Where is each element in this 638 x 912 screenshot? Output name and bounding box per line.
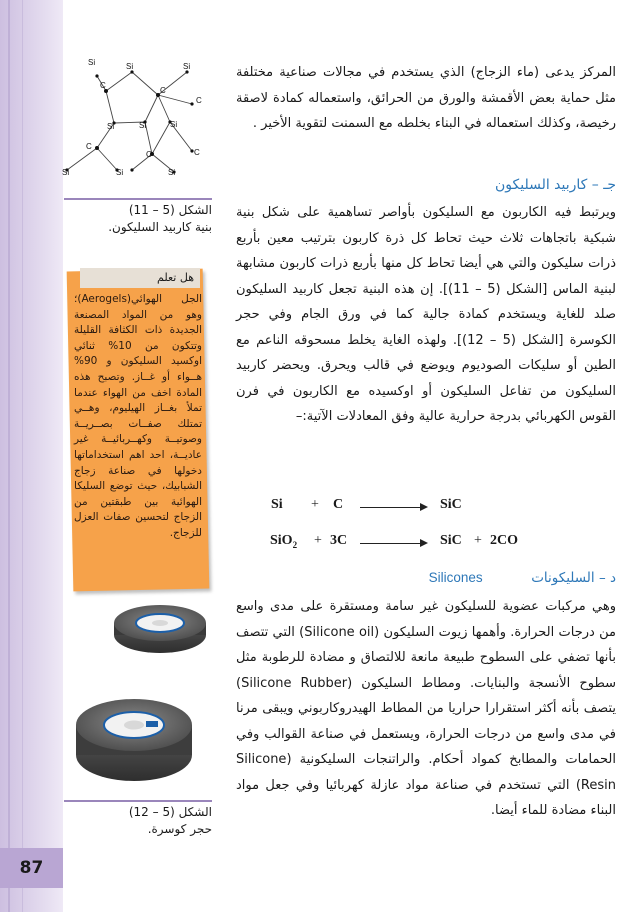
section-heading-silicon-carbide: جـ – كاربيد السليكون xyxy=(494,177,616,193)
figure-caption-label: الشكل (5 – 12) xyxy=(128,805,212,819)
eq2-arrow xyxy=(360,543,422,544)
eq2-product-1: SiC xyxy=(440,533,462,548)
eq2-reactant-1 xyxy=(270,533,297,550)
eq1-reactant-1: Si xyxy=(271,497,283,512)
eq1-arrow xyxy=(360,507,422,508)
figure-caption-text: بنية كاربيد السليكون. xyxy=(108,220,212,234)
sidebar-rule xyxy=(8,0,10,912)
eq1-arrow-head xyxy=(420,503,428,511)
c-atom-label: C xyxy=(194,148,200,157)
eq2-sio: SiO xyxy=(270,533,293,548)
sic-structure-figure xyxy=(62,58,210,178)
eq1-plus: + xyxy=(311,497,319,512)
sidebar-rule xyxy=(22,0,23,912)
page-number: 87 xyxy=(19,858,44,878)
section-heading-silicones xyxy=(429,570,616,586)
si-atom-label: Si xyxy=(88,58,96,67)
eq2-plus: + xyxy=(314,533,322,548)
note-body: الجل الهوائي(Aerogels)؛ وهو من المواد المصنعة الجديدة ذات الكثافة القليلة وتتكون من 10% ثنائي اوكسيد السليكون و 90% هــواء أو غــاز. وتصبح هذه المادة اخف من الهواء عندما تملأ بغــاز الهيليوم، وهــي تمتلك صفــات بصــريــة وصوتيــة وكهــربائيــة غير عاديــة، احد اهم استخداماتها دخولها في صناعة زجاج الشبابيك، حيث توضع السليكا الهوائية بين طبقتين من الزجاج لتحسين صفات العزل للزجاج. xyxy=(74,293,202,539)
silicones-paragraph: وهي مركبات عضوية للسليكون غير سامة ومستقرة على مدى واسع من درجات الحرارة. وأهمها زيوت السليكون (Silicone oil) التي تتصف بأنها تضفي على السطوح طبيعة مانعة للالتصاق و مضادة للرطوبة مثل سطوح الأنسجة والبنايات. ومطاط السليكون (Silicone Rubber) يتصف بأنه أكثر استقرارا حراريا من المطاط الهيدروكاربوني ويبقى مرنا في مدى واسع من درجات الحرارة، ويستعمل في صناعة القوالب وفي الحمامات والمطابخ كمواد أحكام. والراتنجات السليكونية (Silicone Resin) التي تستخدم في صناعة مواد عازلة كهربائيا وفي جعل مواد البناء مضادة للماء أيضا. xyxy=(236,599,616,818)
si-atom-label: Si xyxy=(126,62,134,71)
si-atom-label: Si xyxy=(139,121,147,130)
si-atom-label: Si xyxy=(183,62,191,71)
intro-paragraph: المركز يدعى (ماء الزجاج) الذي يستخدم في مجالات صناعية مختلفة مثل حماية بعض الأقمشة والورق من الحرائق، واستعماله كمادة لاصقة رخيصة، وكذلك استعماله في البناء بخلطه مع السمنت لتقوية الأخير . xyxy=(236,65,616,131)
c-atom-label: C xyxy=(160,86,166,95)
c-atom-label: C xyxy=(100,81,106,90)
eq1-reactant-2: C xyxy=(333,497,344,512)
page-sidebar xyxy=(0,0,63,912)
figure-caption-1 xyxy=(64,198,212,236)
silicon-carbide-paragraph: ويرتبط فيه الكاربون مع السليكون بأواصر تساهمية على شكل بنية شبكية باتجاهات ثلاث حيث تحاط كل ذرة كاربون بترتيب معين بأربع ذرات سليكون والتي هي أيضا تحاط كل منها بأربع ذرات كاربون مشابهة لبنية الماس [الشكل (5 – 11)]. إن هذه البنية تجعل كاربيد السليكون صلد للغاية ويستخدم كمادة جالية كما في ورق الجام وفي حجر الكوسرة [الشكل (5 – 12)]. ولهذه الغاية يخلط مسحوقه الناعم مع الطين أو سليكات الصوديوم ويوضع في قالب ويحرق. ويحضر كاربيد السليكون من تفاعل السليكون أو اوكسيده مع الكاربون في فرن القوس الكهربائي بدرجة حرارية عالية وفق المعادلات الآتية:– xyxy=(236,205,616,424)
eq1-product: SiC xyxy=(440,497,462,512)
si-atom-label: Si xyxy=(107,122,115,131)
si-atom-label: Si xyxy=(168,168,176,177)
si-atom-label: Si xyxy=(116,168,124,177)
figure-caption-label: الشكل (5 – 11) xyxy=(128,203,212,217)
figure-caption-text: حجر كوسرة. xyxy=(147,822,212,836)
grinding-wheels-image xyxy=(72,605,212,785)
figure-caption-2 xyxy=(64,800,212,838)
eq2-arrow-head xyxy=(420,539,428,547)
silicones-heading-ar: د – السليكونات xyxy=(531,570,616,586)
eq2-subscript: 2 xyxy=(292,539,298,550)
sic-structure-diagram xyxy=(62,58,210,178)
si-atom-label: Si xyxy=(170,120,178,129)
c-atom-label: C xyxy=(86,142,92,151)
c-atom-label: C xyxy=(196,96,202,105)
c-atom-label: C xyxy=(146,150,152,159)
grinding-wheels-illustration xyxy=(72,605,212,785)
eq2-reactant-2: 3C xyxy=(330,533,348,548)
eq2-plus-2: + xyxy=(474,533,482,548)
si-atom-label: Si xyxy=(62,168,70,177)
eq2-product-2: 2CO xyxy=(490,533,518,548)
silicones-heading-en: Silicones xyxy=(428,570,483,585)
note-title: هل تعلم xyxy=(80,268,200,288)
